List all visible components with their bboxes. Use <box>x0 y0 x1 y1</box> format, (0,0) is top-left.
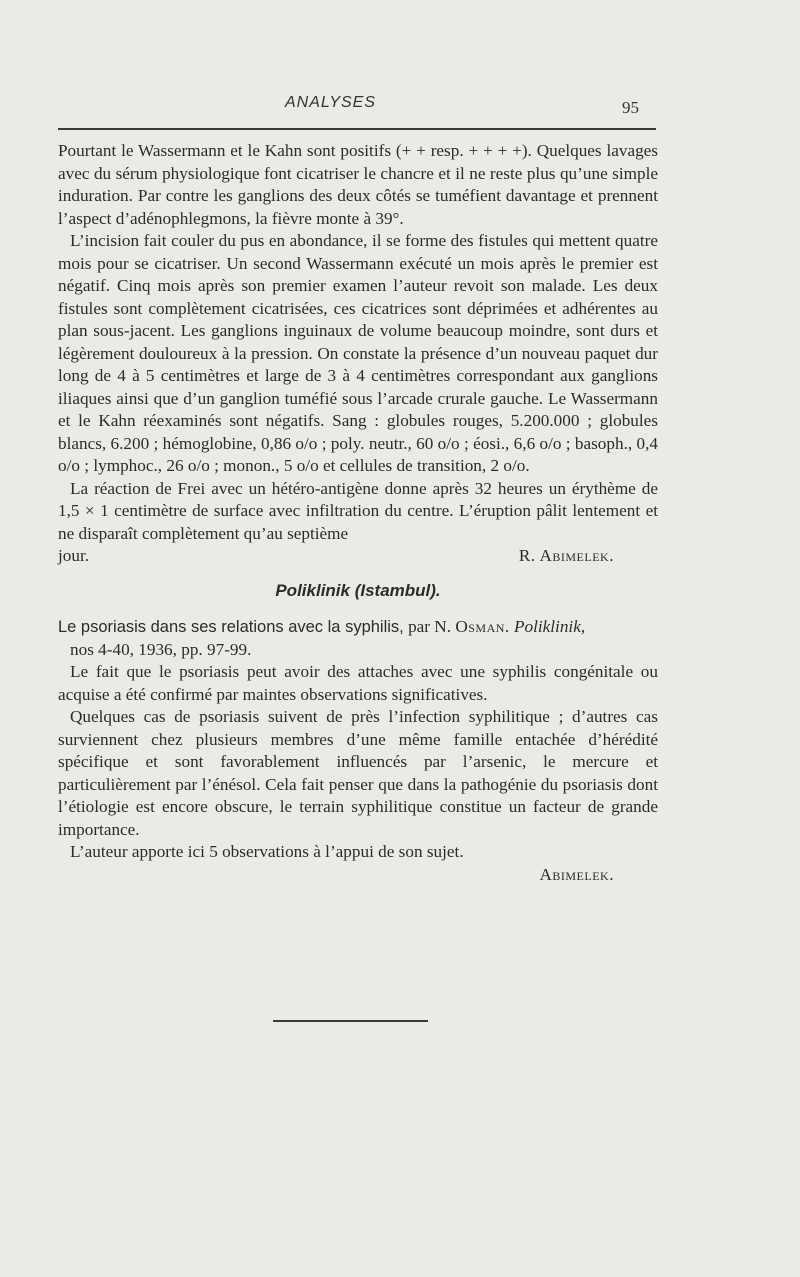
paragraph: Pourtant le Wassermann et le Kahn sont positifs (+ + resp. + + + +). Quelques lavages avec du sérum physiologique font cicatriser le chancre et il ne reste plus qu’une simple induration. Par contre les ganglions des deux côtés se tuméfient davantage et prennent l’aspect d’adénophlegmons, la fièvre monte à 39°. <box>58 141 658 228</box>
article-heading <box>58 616 658 639</box>
section-title: Poliklinik (Istambul). <box>275 580 441 600</box>
end-rule <box>273 1020 428 1022</box>
paragraph: L’incision fait couler du pus en abondance, il se forme des fistules qui mettent quatre mois pour se cicatriser. Un second Wassermann exécuté un mois après le premier est négatif. Cinq mois après son premier examen l’auteur revoit son malade. Les deux fistules sont complètement cicatrisées, ces cicatrices sont déprimées et adhérentes au plan sous-jacent. Les ganglions inguinaux de volume beaucoup moindre, sont durs et légèrement douloureux à la pression. On constate la présence d’un nouveau paquet dur long de 4 à 5 centimètres et large de 3 à 4 centimètres correspondant aux ganglions iliaques ainsi que d’un ganglion tuméfié sous l’arcade crurale gauche. Le Wassermann et le Kahn réexaminés sont négatifs. Sang : globules rouges, 5.200.000 ; globules blancs, 6.200 ; hémoglobine, 0,86 o/o ; poly. neutr., 60 o/o ; éosi., 6,6 o/o ; basoph., 0,4 o/o ; lymphoc., 26 o/o ; monon., 5 o/o et cellules de transition, 2 o/o. <box>58 231 658 475</box>
article-journal: Poliklinik, <box>514 617 586 636</box>
paragraph: La réaction de Frei avec un hétéro-antigène donne après 32 heures un érythème de 1,5 × 1 centimètre de surface avec infiltration du centre. L’éruption pâlit lentement et ne disparaît complètement qu’au septième <box>58 478 658 543</box>
text-body <box>58 140 658 886</box>
author-signature: Abimelek. <box>539 864 614 884</box>
page-number: 95 <box>622 98 639 117</box>
paragraph: Le fait que le psoriasis peut avoir des attaches avec une syphilis congénitale ou acquise a été confirmé par maintes observations significatives. <box>58 662 658 704</box>
article-title: Le psoriasis dans ses relations avec la syphilis, <box>58 618 404 636</box>
article-author: Osman. <box>455 617 510 636</box>
last-line-row <box>58 545 658 568</box>
article-reference: nos 4-40, 1936, pp. 97-99. <box>70 639 252 659</box>
author-signature: R. Abimelek. <box>518 546 614 565</box>
paragraph: Quelques cas de psoriasis suivent de près l’infection syphilitique ; d’autres cas surviennent chez plusieurs membres d’une même famille entachée d’hérédité spécifique et sont favorablement influencés par l’arsenic, le mercure et particulièrement par l’énésol. Cela fait penser que dans la pathogénie du psoriasis dont l’étiologie est encore obscure, le terrain syphilitique constitue un facteur de grande importance. <box>58 707 658 839</box>
article-by: par N. <box>408 617 452 636</box>
paragraph-end: jour. <box>58 546 90 565</box>
paragraph: L’auteur apporte ici 5 observations à l’appui de son sujet. <box>70 842 464 861</box>
running-header: ANALYSES <box>285 94 377 111</box>
header-rule <box>58 128 656 130</box>
